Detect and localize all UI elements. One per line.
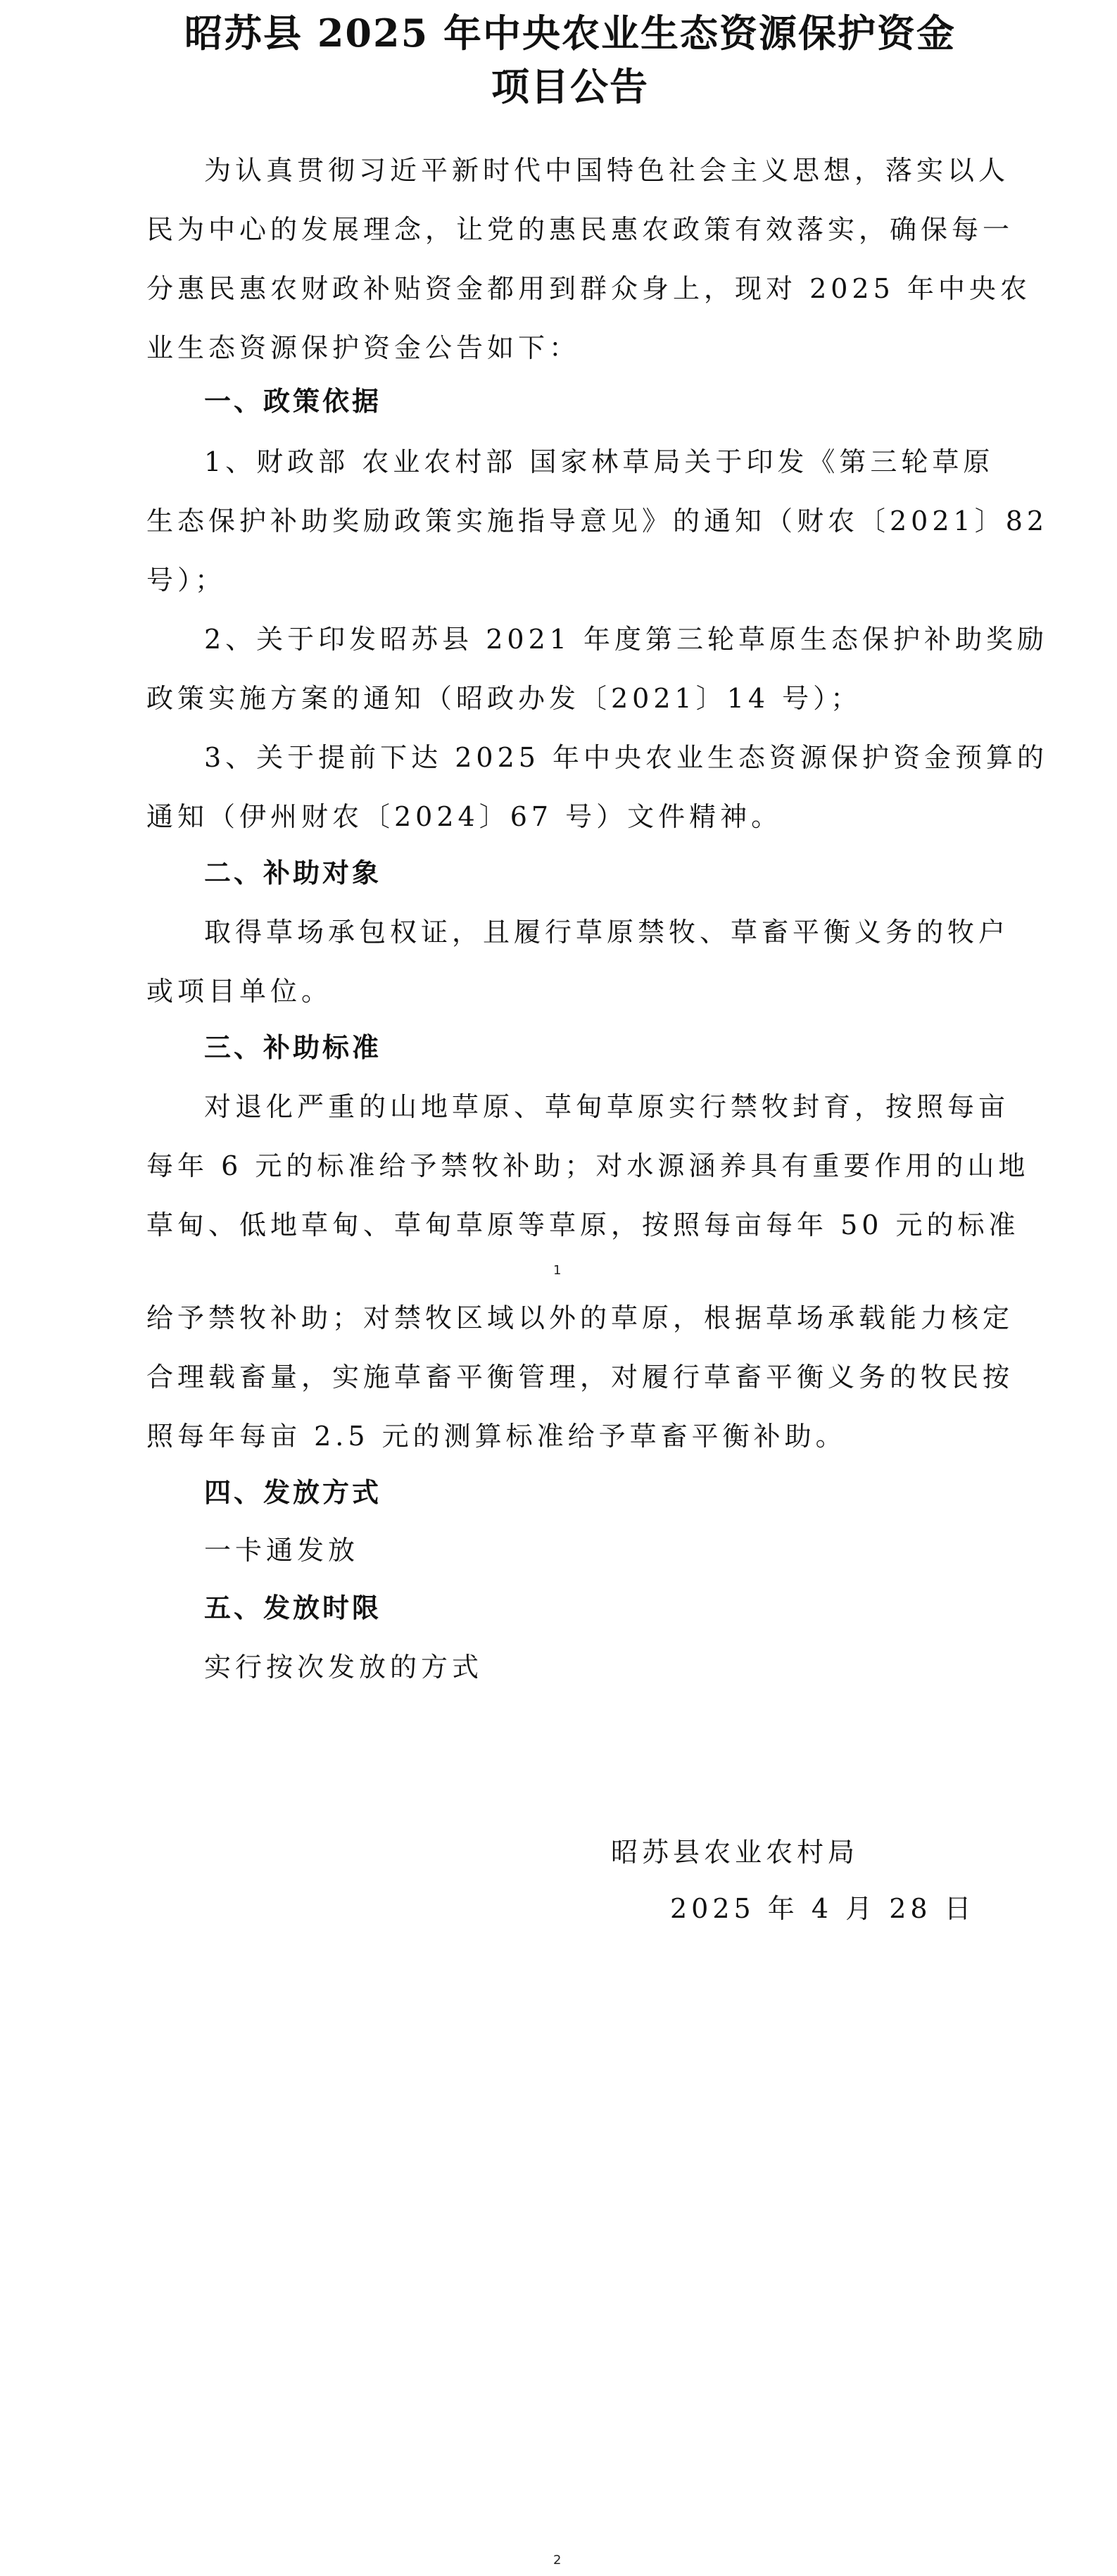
signature-org: 昭苏县农业农村局 [611,1837,859,1868]
section5-body: 实行按次发放的方式 [204,1652,484,1683]
section1-item2-line1: 2、关于印发昭苏县 2021 年度第三轮草原生态保护补助奖励 [204,624,1049,655]
section1-item3-line1: 3、关于提前下达 2025 年中央农业生态资源保护资金预算的 [204,742,1049,773]
intro-line-4: 业生态资源保护资金公告如下： [146,332,581,363]
signature-date: 2025 年 4 月 28 日 [670,1893,976,1924]
section1-heading: 一、政策依据 [204,386,382,417]
section1-item1-line1: 1、财政部 农业农村部 国家林草局关于印发《第三轮草原 [204,446,995,477]
section4-body: 一卡通发放 [204,1535,360,1566]
document-title-line1: 昭苏县 2025 年中央农业生态资源保护资金 [184,11,956,56]
section3-body-line5: 合理载畜量，实施草畜平衡管理，对履行草畜平衡义务的牧民按 [146,1362,1014,1393]
section3-body-line6: 照每年每亩 2.5 元的测算标准给予草畜平衡补助。 [146,1421,847,1452]
section3-body-line3: 草甸、低地草甸、草甸草原等草原，按照每亩每年 50 元的标准 [146,1210,1020,1240]
document-title-line2: 项目公告 [491,64,649,109]
section3-body-line1: 对退化严重的山地草原、草甸草原实行禁牧封育，按照每亩 [204,1091,1010,1122]
section1-item3-line2: 通知（伊州财农〔2024〕67 号）文件精神。 [146,801,783,832]
section3-heading: 三、补助标准 [204,1032,382,1063]
section1-item2-line2: 政策实施方案的通知（昭政办发〔2021〕14 号）； [146,683,862,714]
page-number-2: 2 [553,2553,562,2568]
section1-item1-line3: 号）； [146,565,227,596]
section4-heading: 四、发放方式 [204,1477,382,1508]
section2-body-line1: 取得草场承包权证，且履行草原禁牧、草畜平衡义务的牧户 [204,917,1010,948]
section1-item1-line2: 生态保护补助奖励政策实施指导意见》的通知（财农〔2021〕82 [146,505,1049,536]
section5-heading: 五、发放时限 [204,1592,382,1623]
page-number-1: 1 [553,1263,562,1278]
intro-line-1: 为认真贯彻习近平新时代中国特色社会主义思想，落实以人 [204,155,1010,186]
section2-body-line2: 或项目单位。 [146,976,333,1007]
section3-body-line2: 每年 6 元的标准给予禁牧补助；对水源涵养具有重要作用的山地 [146,1150,1030,1181]
intro-line-3: 分惠民惠农财政补贴资金都用到群众身上，现对 2025 年中央农 [146,273,1031,304]
section3-body-line4: 给予禁牧补助；对禁牧区域以外的草原，根据草场承载能力核定 [146,1302,1014,1333]
section2-heading: 二、补助对象 [204,857,382,888]
intro-line-2: 民为中心的发展理念，让党的惠民惠农政策有效落实，确保每一 [146,214,1014,245]
